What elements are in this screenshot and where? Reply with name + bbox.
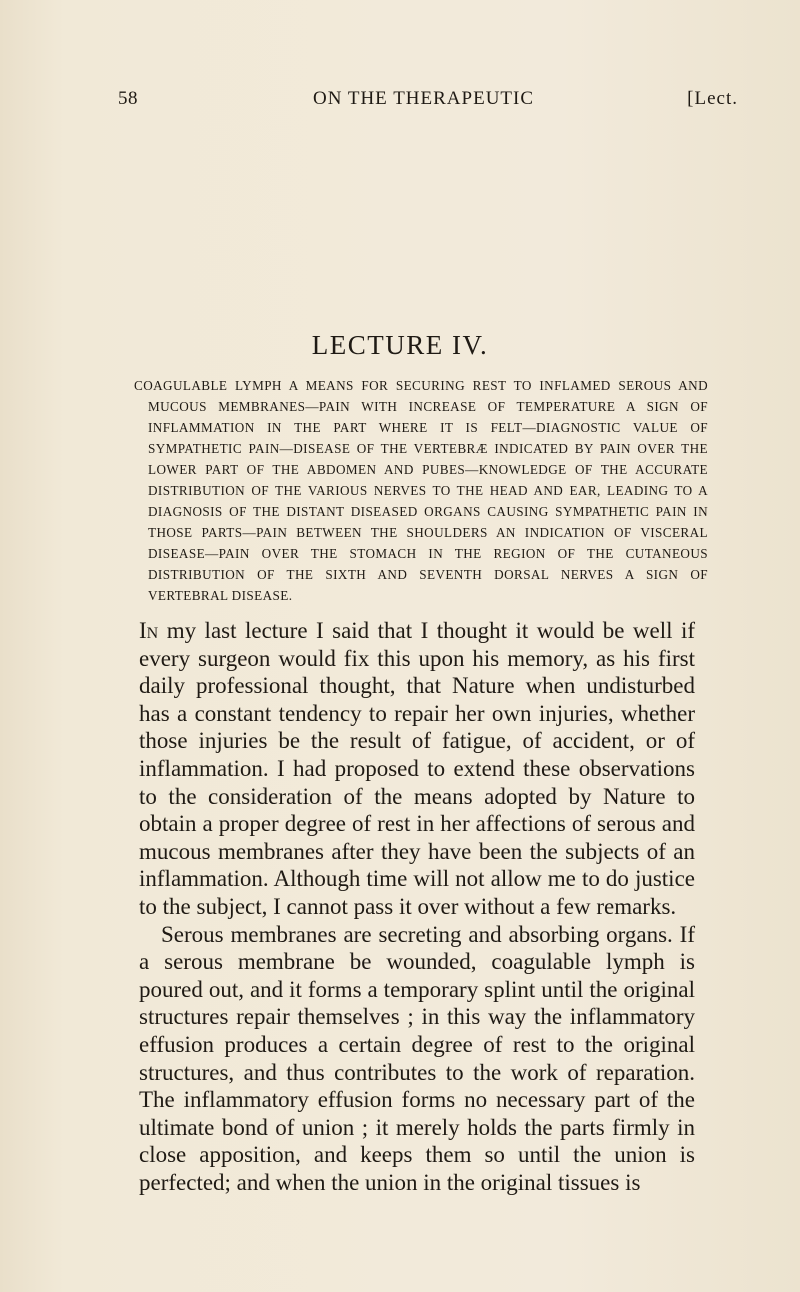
lecture-synopsis: COAGULABLE LYMPH A MEANS FOR SECURING REST TO INFLAMED SEROUS AND MUCOUS MEMBRANES—PAIN WITH INCREASE OF TEMPERATURE A SIGN OF INFLAMMATION IN THE PART WHERE IT IS FELT—DIAGNOSTIC VALUE OF SYMPATHETIC PAIN—DISEASE OF THE VERTEBRÆ INDICATED BY PAIN OVER THE LOWER PART OF THE ABDOMEN AND PUBES—KNOWLEDGE OF THE ACCURATE DISTRIBUTION OF THE VARIOUS NERVES TO THE HEAD AND EAR, LEADING TO A DIAGNOSIS OF THE DISTANT DISEASED ORGANS CAUSING SYMPATHETIC PAIN IN THOSE PARTS—PAIN BETWEEN THE SHOULDERS AN INDICATION OF VISCERAL DISEASE—PAIN OVER THE STOMACH IN THE REGION OF THE CUTANEOUS DISTRIBUTION OF THE SIXTH AND SEVENTH DORSAL NERVES A SIGN OF VERTEBRAL DISEASE. — [134, 378, 708, 603]
body-text — [139, 617, 695, 1196]
running-title: ON THE THERAPEUTIC — [313, 88, 535, 109]
running-head — [118, 88, 738, 114]
page-number: 58 — [118, 88, 138, 109]
paragraph-1-text: my last lecture I said that I thought it would be well if every surgeon would fix this upon his memory, as his first daily professional thought, that Nature when undisturbed has a constant tendency to repair her own injuries, whether those injuries be the result of fatigue, of accident, or of inflammation. I had proposed to extend these observations to the consideration of the means adopted by Nature to obtain a proper degree of rest in her affections of serous and mucous membranes after they have been the subjects of an inflammation. Although time will not allow me to do justice to the subject, I cannot pass it over without a few remarks. — [139, 618, 695, 919]
lecture-title: LECTURE IV. — [311, 330, 489, 360]
paragraph-2: Serous membranes are secreting and absorbing organs. If a serous membrane be wounded, coagulable lymph is poured out, and it forms a temporary splint until the original structures repair themselves ; in this way the inflammatory effusion produces a certain degree of rest to the original structures, and thus contributes to the work of reparation. The inflammatory effusion forms no necessary part of the ultimate bond of union ; it merely holds the parts firmly in close apposition, and keeps them so until the union is perfected; and when the union in the original tissues is — [139, 921, 695, 1195]
paragraph-1-lead: In — [139, 618, 159, 643]
paragraph-1 — [139, 617, 695, 921]
running-section: [Lect. — [687, 88, 738, 109]
